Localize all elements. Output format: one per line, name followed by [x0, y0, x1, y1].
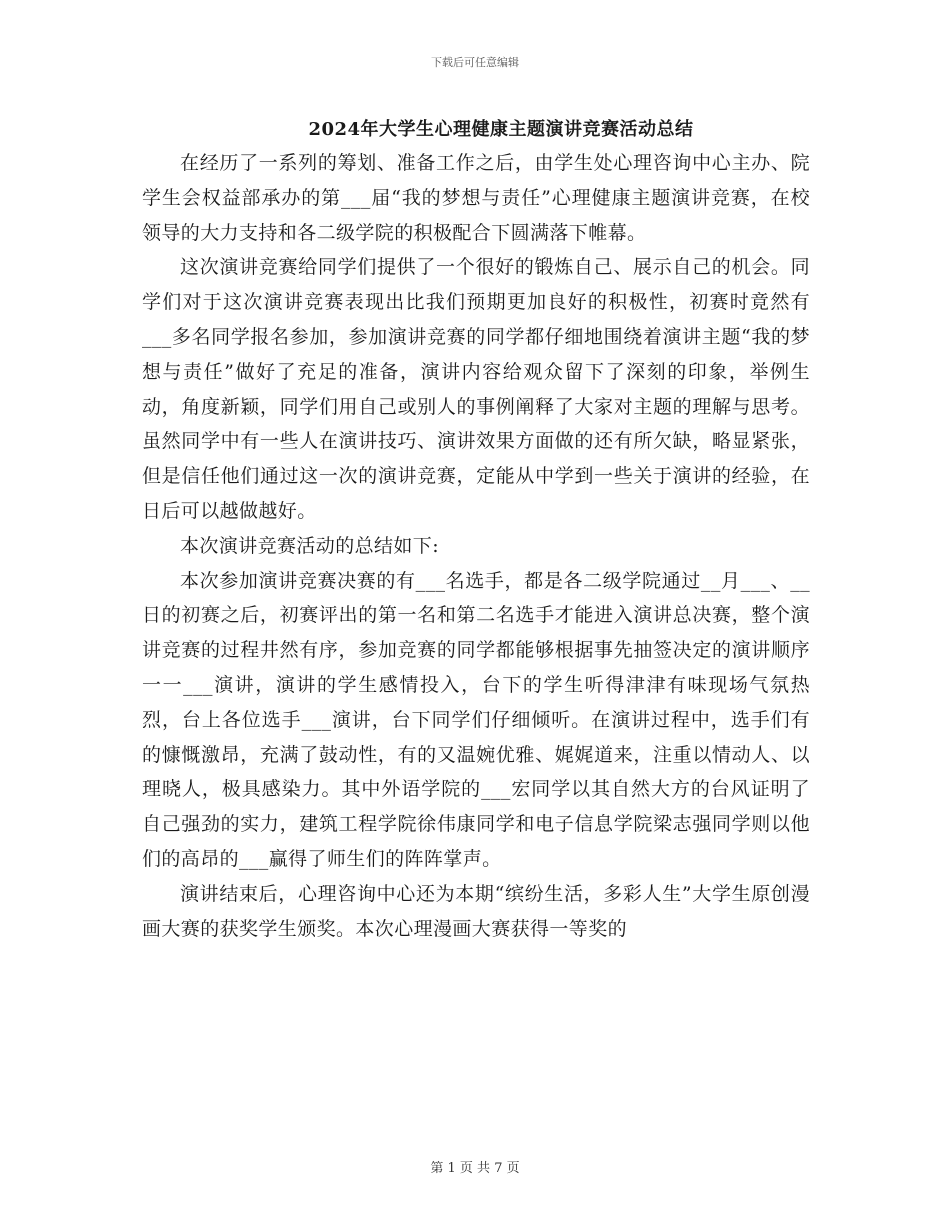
- document-body: [142, 146, 810, 946]
- paragraph-award: 演讲结束后，心理咨询中心还为本期“缤纷生活，多彩人生”大学生原创漫画大赛的获奖学生颁奖。本次心理漫画大赛获得一等奖的: [142, 882, 810, 940]
- paragraph-intro: 在经历了一系列的筹划、准备工作之后，由学生处心理咨询中心主办、院学生会权益部承办的第___届“我的梦想与责任”心理健康主题演讲竞赛，在校领导的大力支持和各二级学院的积极配合下圆满落下帷幕。: [142, 152, 810, 244]
- page-number: 第 1 页 共 7 页: [430, 1161, 520, 1176]
- header-note: 下载后可任意编辑: [431, 56, 519, 69]
- paragraph-final-round: 本次参加演讲竞赛决赛的有___名选手，都是各二级学院通过__月___、__日的初赛之后，初赛评出的第一名和第二名选手才能进入演讲总决赛，整个演讲竞赛的过程井然有序，参加竞赛的同学都能够根据事先抽签决定的演讲顺序一一___演讲，演讲的学生感情投入，台下的学生听得津津有味现场气氛热烈，台上各位选手___演讲，台下同学们仔细倾听。在演讲过程中，选手们有的慷慨激昂，充满了鼓动性，有的又温婉优雅、娓娓道来，注重以情动人、以理晓人，极具感染力。其中外语学院的___宏同学以其自然大方的台风证明了自己强劲的实力，建筑工程学院徐伟康同学和电子信息学院梁志强同学则以他们的高昂的___赢得了师生们的阵阵掌声。: [142, 569, 810, 870]
- paragraph-summary-heading: 本次演讲竞赛活动的总结如下:: [180, 534, 440, 557]
- document-title: 2024年大学生心理健康主题演讲竞赛活动总结: [308, 119, 694, 140]
- paragraph-opportunity: 这次演讲竞赛给同学们提供了一个很好的锻炼自己、展示自己的机会。同学们对于这次演讲竞赛表现出比我们预期更加良好的积极性，初赛时竟然有___多名同学报名参加，参加演讲竞赛的同学都仔细地围绕着演讲主题“我的梦想与责任”做好了充足的准备，演讲内容给观众留下了深刻的印象，举例生动，角度新颖，同学们用自己或别人的事例阐释了大家对主题的理解与思考。虽然同学中有一些人在演讲技巧、演讲效果方面做的还有所欠缺，略显紧张，但是信任他们通过这一次的演讲竞赛，定能从中学到一些关于演讲的经验，在日后可以越做越好。: [142, 256, 810, 522]
